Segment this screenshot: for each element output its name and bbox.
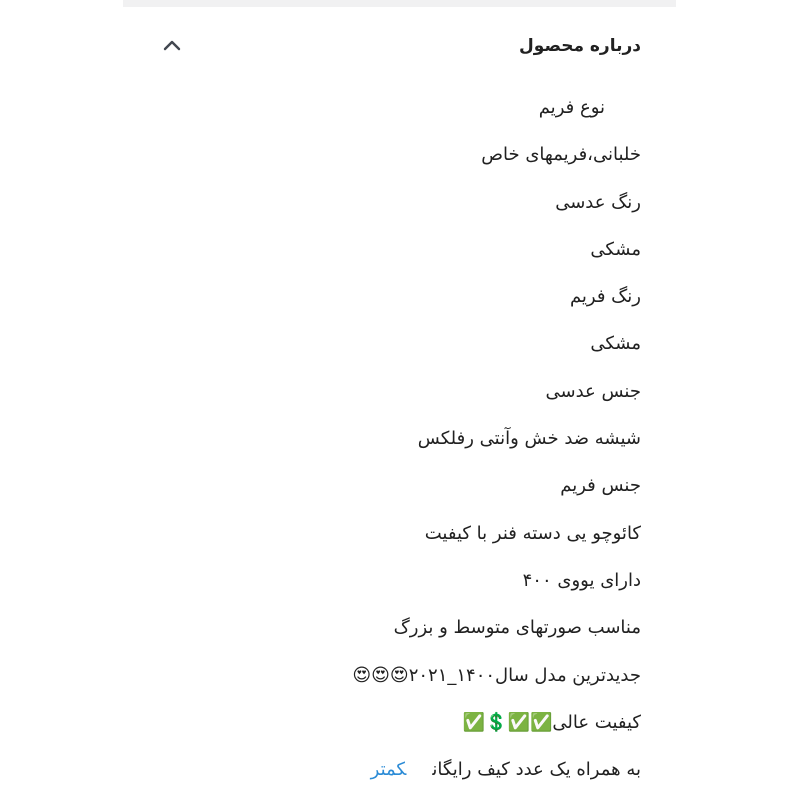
description-line: جنس فریم xyxy=(560,475,641,497)
section-header[interactable] xyxy=(160,26,641,66)
description-line: رنگ فریم xyxy=(569,286,641,308)
description-line: کائوچو یی دسته فنر با کیفیت xyxy=(424,522,641,544)
chevron-up-icon[interactable] xyxy=(160,34,184,58)
description-line: جنس عدسی xyxy=(545,380,641,402)
section-title: درباره محصول xyxy=(519,36,641,56)
description-line: شیشه ضد خش وآنتی رفلکس xyxy=(417,428,641,450)
show-less-link[interactable]: کمتر xyxy=(370,759,407,781)
description-line: به همراه یک عدد کیف رایگان xyxy=(432,759,641,781)
description-line: خلبانی،فریمهای خاص xyxy=(481,144,641,166)
description-line: دارای یووی ۴۰۰ xyxy=(522,569,641,591)
product-about-section xyxy=(160,0,641,800)
description-line: جدیدترین مدل سال۱۴۰۰_۲۰۲۱😍😍😍 xyxy=(352,664,641,686)
description-line: مشکی xyxy=(590,238,641,260)
description-line: کیفیت عالی✅✅💲✅ xyxy=(462,711,641,733)
description-line: نوع فریم xyxy=(538,97,605,118)
description-line: مناسب صورتهای متوسط و بزرگ xyxy=(393,617,641,639)
description-line: مشکی xyxy=(590,333,641,355)
description-last-line xyxy=(160,746,641,793)
description-list xyxy=(160,84,641,793)
description-line: رنگ عدسی xyxy=(555,191,641,213)
